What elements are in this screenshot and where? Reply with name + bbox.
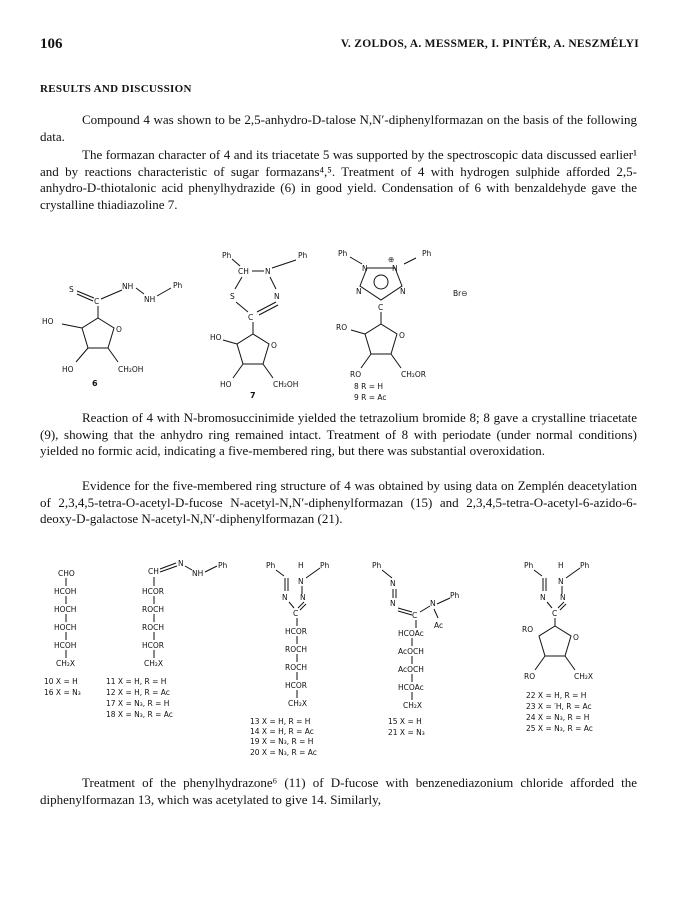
chain-row: HOCH — [54, 605, 77, 614]
atom-label: NH — [122, 282, 134, 291]
atom-label: HO — [210, 333, 222, 342]
atom-label: Ph — [372, 561, 382, 570]
chain-row: HCOR — [285, 627, 307, 636]
atom-label: Ph — [218, 561, 228, 570]
atom-label: S — [69, 285, 74, 294]
atom-label: RO — [350, 370, 362, 379]
compound-legend: 12 X = H, R = Ac — [106, 688, 170, 697]
atom-label: N — [362, 264, 368, 273]
compound-legend: 24 X = N₃, R = H — [526, 713, 590, 722]
compound-legend: 11 X = H, R = H — [106, 677, 167, 686]
atom-label: O — [116, 325, 122, 334]
chain-row: ROCH — [142, 623, 164, 632]
chain-row: ROCH — [285, 645, 307, 654]
atom-label: C — [378, 303, 384, 312]
atom-label: RO — [336, 323, 348, 332]
atom-label: RO — [524, 672, 536, 681]
compound-legend: 22 X = H, R = H — [526, 691, 587, 700]
chain-row: CH₂X — [288, 699, 308, 708]
atom-label: Ac — [434, 621, 444, 630]
atom-label: NH — [144, 295, 156, 304]
atom-label: HO — [42, 317, 54, 326]
atom-label: Ph — [320, 561, 330, 570]
atom-label: Ph — [422, 249, 432, 258]
structure-7 — [210, 251, 308, 400]
atom-label: Ph — [298, 251, 308, 260]
atom-label: N — [178, 559, 184, 568]
atom-label: CH₂OH — [273, 380, 299, 389]
compound-legend: 14 X = H, R = Ac — [250, 727, 314, 736]
paragraph-2: The formazan character of 4 and its triacetate 5 was supported by the spectroscopic data discussed earlier¹ and by reactions characteristic of sugar formazans⁴,⁵. Treatment of 4 with hydrogen sulphide afforded 2,5-anhydro-D-thiotalonic acid phenylhydrazide (6) in good yield. Condensation of 6 with benzaldehyde gave the crystalline thiadiazoline 7. — [40, 147, 637, 212]
atom-label: S — [230, 292, 235, 301]
atom-label: Ph — [338, 249, 348, 258]
chain-row: HCOR — [285, 681, 307, 690]
atom-label: N — [390, 599, 396, 608]
atom-label: NH — [192, 569, 204, 578]
paragraph-3: Reaction of 4 with N-bromosuccinimide yielded the tetrazolium bromide 8; 8 gave a crystalline triacetate (9), showing that the anhydro ring remained intact. Treatment of 8 with periodate (under normal conditions) yielded no formic acid, indicating a five-membered ring, but there was substantial overoxidation. — [40, 410, 637, 458]
compound-legend: 15 X = H — [388, 717, 422, 726]
atom-label: HO — [220, 380, 232, 389]
atom-label: C — [94, 297, 100, 306]
atom-label: Ph — [266, 561, 276, 570]
compound-label: 7 — [250, 391, 256, 400]
atom-label: N — [282, 593, 288, 602]
compound-legend: 23 X = ′H, R = Ac — [526, 702, 592, 711]
atom-label: ⊕ — [388, 255, 395, 264]
figure-2-structures — [40, 556, 640, 746]
atom-label: H — [298, 561, 304, 570]
counter-ion: Br⊖ — [453, 289, 468, 298]
atom-label: Ph — [222, 251, 232, 260]
structure-6 — [42, 281, 183, 388]
atom-label: CH — [148, 567, 159, 576]
atom-label: N — [540, 593, 546, 602]
chain-row: AcOCH — [398, 647, 424, 656]
compound-legend: 20 X = N₃, R = Ac — [250, 748, 317, 757]
paragraph-4: Evidence for the five-membered ring structure of 4 was obtained by using data on Zemplén deacetylation of 2,3,4,5-tetra-O-acetyl-D-fucose N-acetyl-N,N′-diphenylformazan (15) and 2,3,4,5-tetra-O-acetyl-6-azido-6-deoxy-D-galactose N-acetyl-N,N′-diphenylformazan (21). — [40, 478, 637, 526]
compound-legend: 8 R = H — [354, 382, 384, 391]
figure-1-structures — [40, 244, 637, 402]
figure-2-legend-extra — [250, 746, 370, 760]
chain-row: HCOH — [54, 587, 77, 596]
chain-row: ROCH — [142, 605, 164, 614]
chain-row: HOCH — [54, 623, 77, 632]
atom-label: Ph — [580, 561, 590, 570]
structure-11-18 — [106, 559, 228, 719]
atom-label: O — [573, 633, 579, 642]
atom-label: Ph — [524, 561, 534, 570]
chain-row: AcOCH — [398, 665, 424, 674]
atom-label: N — [265, 267, 271, 276]
chain-row: CH₂X — [144, 659, 164, 668]
compound-label: 6 — [92, 379, 98, 388]
paragraph-5: Treatment of the phenylhydrazone⁶ (11) of D-fucose with benzenediazonium chloride afforded the diphenylformazan 13, which was acetylated to give 14. Similarly, — [40, 775, 637, 807]
atom-label: H — [558, 561, 564, 570]
chain-row: HCOAc — [398, 629, 424, 638]
atom-label: N — [430, 599, 436, 608]
structure-15-21 — [372, 561, 460, 737]
chain-row: HCOH — [54, 641, 77, 650]
compound-legend: 9 R = Ac — [354, 393, 387, 402]
atom-label: N — [298, 577, 304, 586]
structure-8-9 — [336, 249, 468, 402]
structure-10-16 — [44, 569, 81, 697]
atom-label: C — [248, 313, 254, 322]
compound-legend: 17 X = N₃, R = H — [106, 699, 170, 708]
chain-row: HCOR — [142, 641, 164, 650]
atom-label: HO — [62, 365, 74, 374]
compound-legend: 16 X = N₃ — [44, 688, 81, 697]
paragraph-1: Compound 4 was shown to be 2,5-anhydro-D-talose N,N′-diphenylformazan on the basis of the following data. — [40, 112, 637, 144]
compound-legend: 19 X = N₃, R = H — [250, 737, 314, 746]
atom-label: N — [392, 264, 398, 273]
atom-label: Ph — [173, 281, 183, 290]
chain-row: HCOAc — [398, 683, 424, 692]
atom-label: N — [560, 593, 566, 602]
compound-legend: 18 X = N₃, R = Ac — [106, 710, 173, 719]
atom-label: CH₂X — [574, 672, 594, 681]
atom-label: N — [400, 287, 406, 296]
structure-13-20 — [250, 561, 330, 746]
atom-label: N — [300, 593, 306, 602]
atom-label: C — [552, 609, 558, 618]
chain-row: CHO — [58, 569, 75, 578]
compound-legend: 13 X = H, R = H — [250, 717, 311, 726]
atom-label: CH — [238, 267, 249, 276]
chain-row: HCOR — [142, 587, 164, 596]
compound-legend: 10 X = H — [44, 677, 78, 686]
chain-row: CH₂X — [56, 659, 76, 668]
atom-label: N — [558, 577, 564, 586]
chain-row: ROCH — [285, 663, 307, 672]
atom-label: N — [356, 287, 362, 296]
section-title: RESULTS AND DISCUSSION — [40, 83, 192, 95]
structure-22-25 — [522, 561, 593, 733]
atom-label: O — [399, 331, 405, 340]
atom-label: RO — [522, 625, 534, 634]
atom-label: O — [271, 341, 277, 350]
chain-row: CH₂X — [403, 701, 423, 710]
running-header-authors: V. ZOLDOS, A. MESSMER, I. PINTÉR, A. NESZMÉLYI — [340, 38, 639, 50]
atom-label: CH₂OH — [118, 365, 144, 374]
atom-label: N — [390, 579, 396, 588]
atom-label: N — [274, 292, 280, 301]
atom-label: C — [412, 611, 418, 620]
page-number: 106 — [40, 36, 63, 52]
atom-label: Ph — [450, 591, 460, 600]
compound-legend: 25 X = N₃, R = Ac — [526, 724, 593, 733]
compound-legend: 21 X = N₃ — [388, 728, 425, 737]
atom-label: C — [293, 609, 299, 618]
atom-label: CH₂OR — [401, 370, 426, 379]
